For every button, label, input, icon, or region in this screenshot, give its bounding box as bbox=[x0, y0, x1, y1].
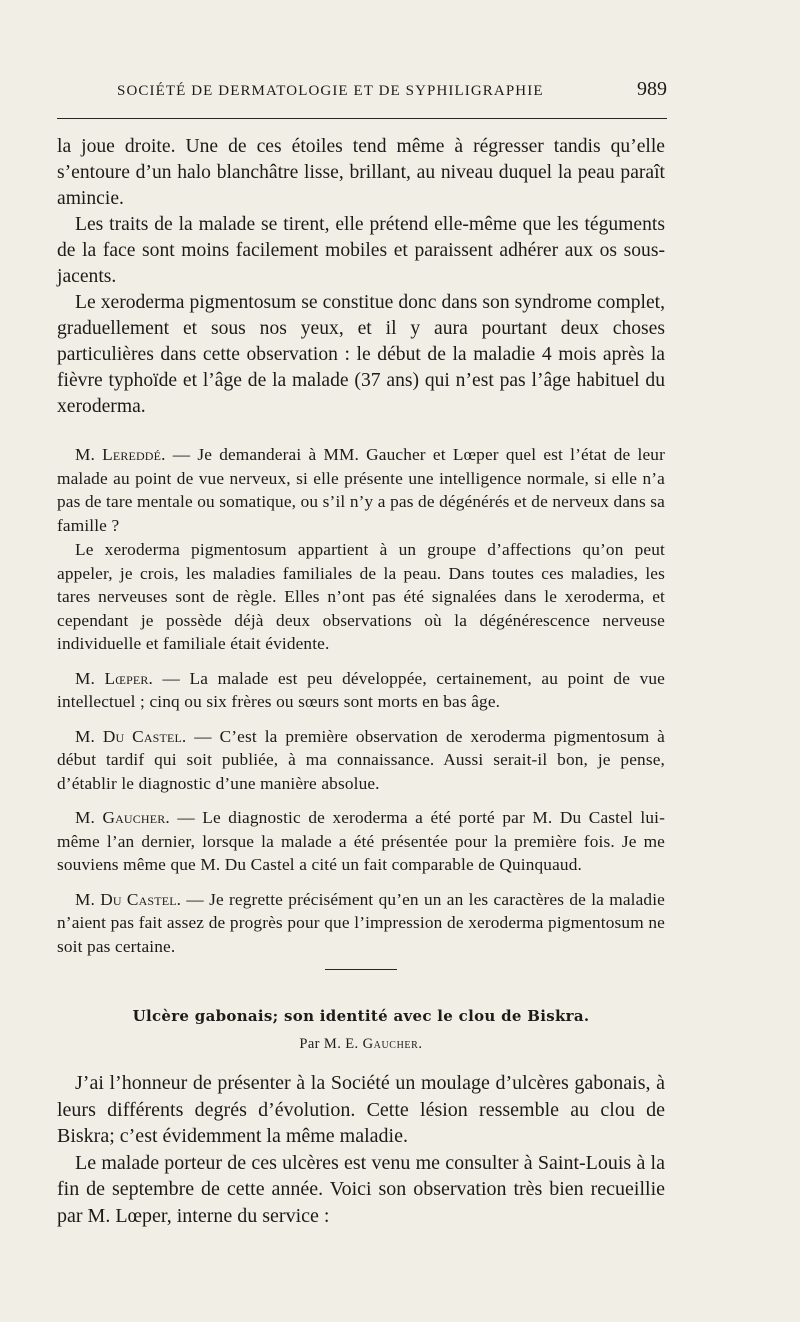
speech-text: Le xeroderma pigmentosum appartient à un groupe d’affections qu’on peut appeler, je crois, les maladies familiales de la peau. Dans toutes ces maladies, les tares nerveuses sont de règle. Elles n’ont pas été signalées dans le xeroderma, et cependant je possède déjà deux observations où la dégénérescence nerveuse individuelle et familiale était évidente. bbox=[57, 540, 665, 653]
discussion-entry bbox=[57, 538, 665, 656]
speaker-name: M. Du Castel. bbox=[75, 889, 182, 909]
article-byline bbox=[57, 1036, 665, 1053]
header-rule bbox=[57, 118, 667, 119]
article-body bbox=[57, 1070, 665, 1229]
discussion-entry bbox=[57, 443, 665, 537]
discussion-entry bbox=[57, 806, 665, 877]
running-header bbox=[117, 78, 667, 101]
discussion-entry bbox=[57, 888, 665, 959]
page-number: 989 bbox=[637, 78, 667, 100]
paragraph: J’ai l’honneur de présenter à la Société un moulage d’ulcères gabonais, à leurs différents degrés d’évolution. Cette lésion ressemble au clou de Biskra; c’est évidemment la même maladie. bbox=[57, 1072, 665, 1147]
paragraph: Les traits de la malade se tirent, elle prétend elle-même que les téguments de la face sont moins facilement mobiles et paraissent adhérer aux os sous-jacents. bbox=[57, 214, 665, 287]
discussion-entry bbox=[57, 725, 665, 796]
speech-text: — Je regrette précisément qu’en un an les caractères de la maladie n’aient pas fait assez de progrès pour que l’impression de xeroderma pigmentosum ne soit pas certaine. bbox=[57, 889, 665, 956]
speaker-name: M. Lereddé. bbox=[75, 445, 166, 464]
section-separator bbox=[325, 969, 397, 970]
byline-prefix: Par M. E. bbox=[299, 1036, 363, 1052]
paragraph: la joue droite. Une de ces étoiles tend même à régresser tandis qu’elle s’entoure d’un halo blanchâtre lisse, brillant, au niveau duquel la peau paraît amincie. bbox=[57, 136, 665, 209]
speaker-name: M. Du Castel. bbox=[75, 726, 187, 746]
discussion-entry bbox=[57, 667, 665, 714]
speaker-name: M. Gaucher. bbox=[75, 808, 170, 827]
discussion bbox=[57, 443, 665, 958]
speech-text: — La malade est peu développée, certainement, au point de vue intellectuel ; cinq ou six frères ou sœurs sont morts en bas âge. bbox=[57, 668, 665, 711]
speech-text: — Je demanderai à MM. Gaucher et Lœper quel est l’état de leur malade au point de vue nerveux, si elle présente une intelligence normale, si elle n’a pas de tare mentale ou somatique, ou s’il n’y a pas de dégénérés et de nerveux dans sa famille ? bbox=[57, 445, 665, 535]
speaker-name: M. Lœper. bbox=[75, 668, 153, 688]
book-page bbox=[57, 0, 667, 1322]
speech-text: — Le diagnostic de xeroderma a été porté par M. Du Castel lui-même l’an dernier, lorsque la malade a été présentée pour la première fois. Je me souviens même que M. Du Castel a cité un fait comparable de Quinquaud. bbox=[57, 808, 665, 874]
observation-text bbox=[57, 134, 665, 420]
page-body bbox=[57, 134, 665, 1229]
paragraph: Le xeroderma pigmentosum se constitue donc dans son syndrome complet, graduellement et sous nos yeux, et il y aura pourtant deux choses particulières dans cette observation : le début de la maladie 4 mois après la fièvre typhoïde et l’âge de la malade (37 ans) qui n’est pas l’âge habituel du xeroderma. bbox=[57, 292, 665, 417]
article-title: Ulcère gabonais; son identité avec le clou de Biskra. bbox=[132, 1007, 590, 1025]
byline-author: Gaucher. bbox=[362, 1036, 423, 1052]
paragraph: Le malade porteur de ces ulcères est venu me consulter à Saint-Louis à la fin de septembre de cette année. Voici son observation très bien recueillie par M. Lœper, interne du service : bbox=[57, 1151, 665, 1227]
running-title: SOCIÉTÉ DE DERMATOLOGIE ET DE SYPHILIGRAPHIE bbox=[117, 83, 544, 99]
speech-text: — C’est la première observation de xeroderma pigmentosum à début tardif qui soit publiée, à ma connaissance. Aussi serait-il bon, je pense, d’établir le diagnostic d’une manière absolue. bbox=[57, 726, 665, 793]
